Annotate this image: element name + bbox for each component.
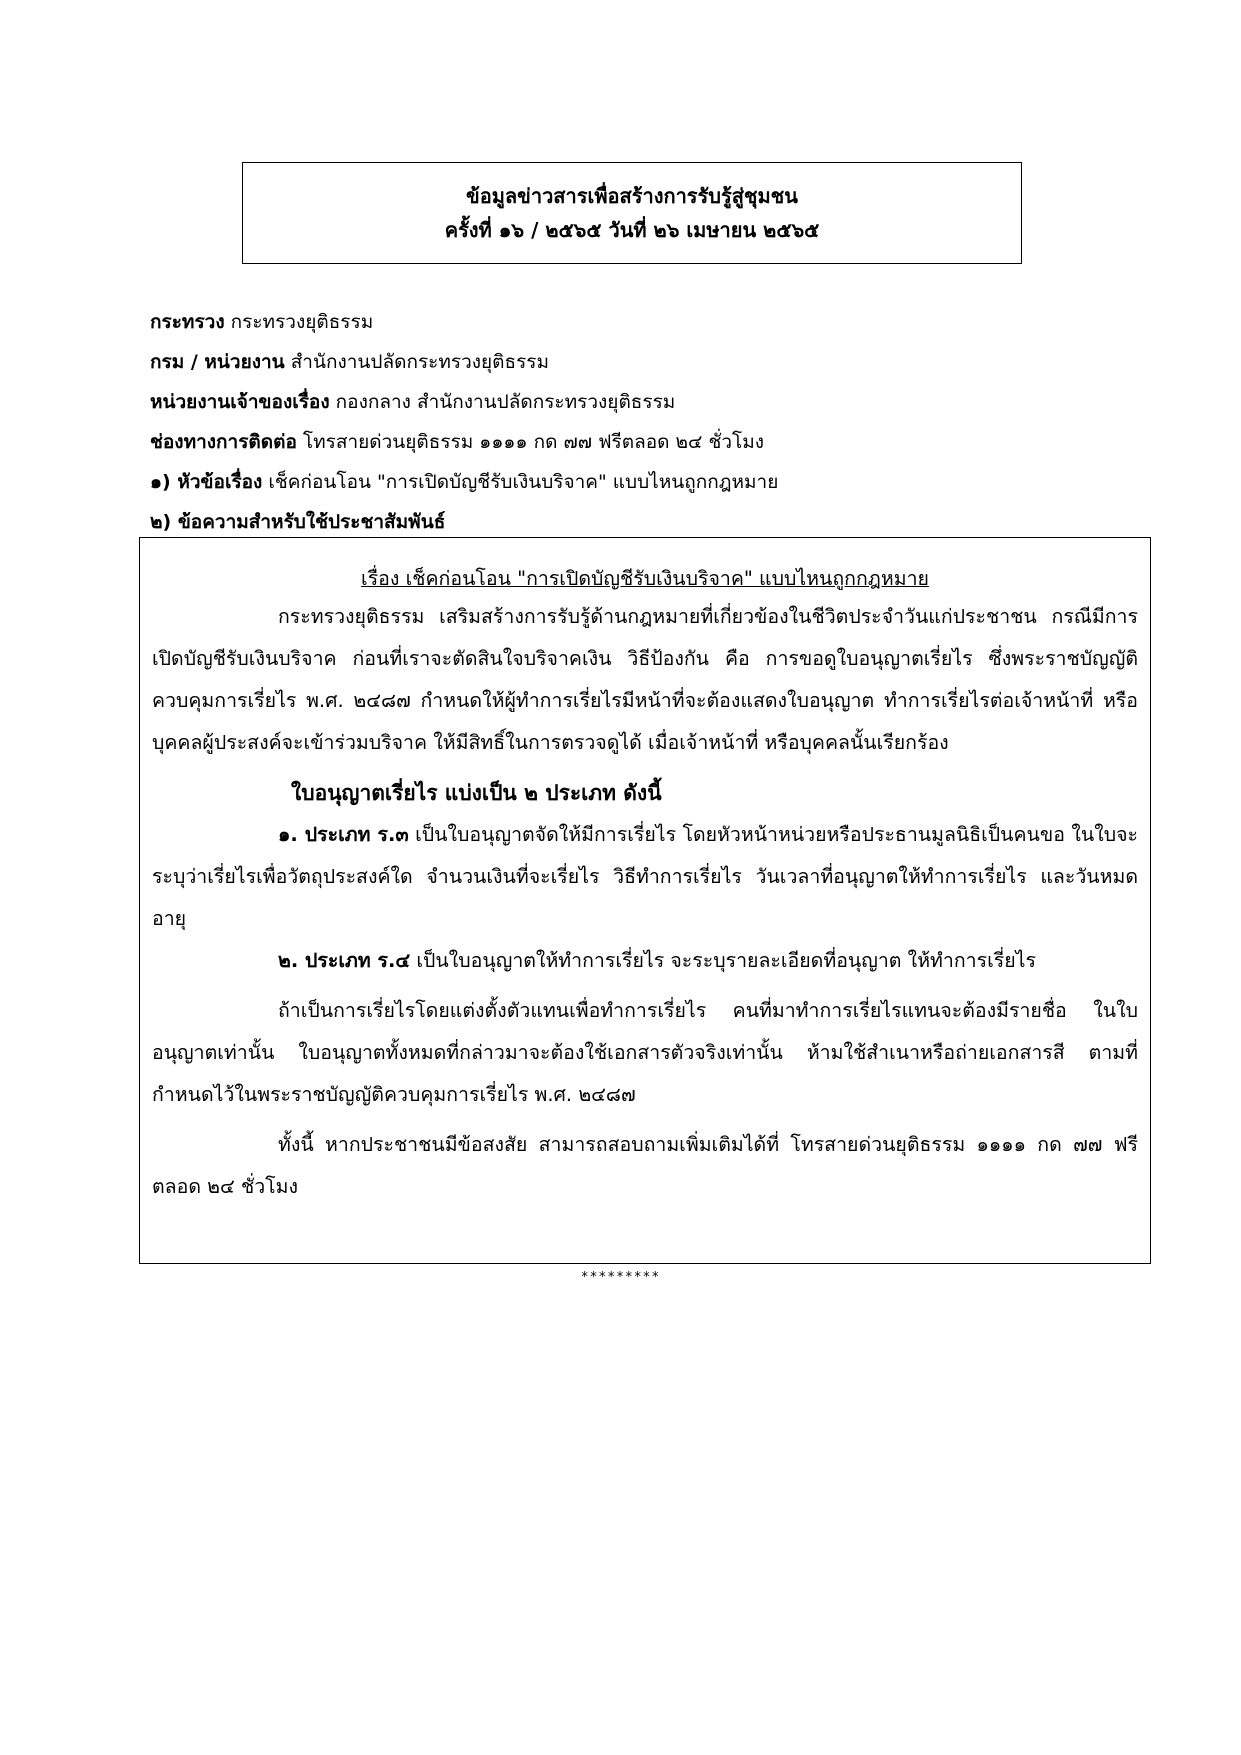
meta-ministry-value: กระทรวงยุติธรรม <box>230 311 374 333</box>
meta-section <box>150 302 1110 542</box>
pr-item-2-label: ๒. ประเภท ร.๔ <box>278 949 411 972</box>
header-box <box>242 162 1022 264</box>
meta-topic <box>150 462 1110 502</box>
pr-paragraph-contact: ทั้งนี้ หากประชาชนมีข้อสงสัย สามารถสอบถามเพิ่มเติมได้ที่ โทรสายด่วนยุติธรรม ๑๑๑๑ กด ๗๗ ฟรีตลอด ๒๔ ชั่วโมง <box>152 1133 1138 1198</box>
meta-contact <box>150 422 1110 462</box>
meta-owner-value: กองกลาง สำนักงานปลัดกระทรวงยุติธรรม <box>335 391 676 413</box>
meta-department-value: สำนักงานปลัดกระทรวงยุติธรรม <box>290 351 550 373</box>
meta-owner-label: หน่วยงานเจ้าของเรื่อง <box>150 391 330 413</box>
pr-paragraph-intro: กระทรวงยุติธรรม เสริมสร้างการรับรู้ด้านกฎหมายที่เกี่ยวข้องในชีวิตประจำวันแก่ประชาชน กรณีมีการเปิดบัญชีรับเงินบริจาค ก่อนที่เราจะตัดสินใจบริจาคเงิน วิธีป้องกัน คือ การขอดูใบอนุญาตเรี่ยไร ซึ่งพระราชบัญญัติควบคุมการเรี่ยไร พ.ศ. ๒๔๘๗ กำหนดให้ผู้ทำการเรี่ยไรมีหน้าที่จะต้องแสดงใบอนุญาต ทำการเรี่ยไรต่อเจ้าหน้าที่ หรือบุคคลผู้ประสงค์จะเข้าร่วมบริจาค ให้มีสิทธิ์ในการตรวจดูได้ เมื่อเจ้าหน้าที่ หรือบุคคลนั้นเรียกร้อง <box>152 605 1138 754</box>
pr-item-2-text: เป็นใบอนุญาตให้ทำการเรี่ยไร จะระบุรายละเอียดที่อนุญาต ให้ทำการเรี่ยไร <box>416 949 1036 972</box>
header-title: ข้อมูลข่าวสารเพื่อสร้างการรับรู้สู่ชุมชน <box>466 184 798 208</box>
meta-department-label: กรม / หน่วยงาน <box>150 351 285 373</box>
pr-item-1-label: ๑. ประเภท ร.๓ <box>278 823 409 846</box>
meta-ministry-label: กระทรวง <box>150 311 225 333</box>
end-marker: ********* <box>580 1270 661 1285</box>
pr-item-1-text: เป็นใบอนุญาตจัดให้มีการเรี่ยไร โดยหัวหน้าหน่วยหรือประธานมูลนิธิเป็นคนขอ ในใบจะระบุว่าเรี่ยไรเพื่อวัตถุประสงค์ใด จำนวนเงินที่จะเรี่ยไร วิธีทำการเรี่ยไร วันเวลาที่อนุญาตให้ทำการเรี่ยไร และวันหมดอายุ <box>152 823 1138 930</box>
meta-topic-value: เช็คก่อนโอน "การเปิดบัญชีรับเงินบริจาค" แบบไหนถูกกฎหมาย <box>268 471 779 493</box>
meta-contact-value: โทรสายด่วนยุติธรรม ๑๑๑๑ กด ๗๗ ฟรีตลอด ๒๔ ชั่วโมง <box>302 431 765 453</box>
pr-item-2 <box>152 940 1138 982</box>
pr-title: เรื่อง เช็คก่อนโอน "การเปิดบัญชีรับเงินบริจาค" แบบไหนถูกกฎหมาย <box>361 567 929 590</box>
meta-pr-label: ๒) ข้อความสำหรับใช้ประชาสัมพันธ์ <box>150 511 446 533</box>
header-issue-date: ครั้งที่ ๑๖ / ๒๕๖๕ วันที่ ๒๖ เมษายน ๒๕๖๕ <box>444 218 820 242</box>
meta-owner <box>150 382 1110 422</box>
pr-subheading: ใบอนุญาตเรี่ยไร แบ่งเป็น ๒ ประเภท ดังนี้ <box>291 781 662 805</box>
meta-department <box>150 342 1110 382</box>
meta-contact-label: ช่องทางการติดต่อ <box>150 431 297 453</box>
meta-pr <box>150 502 1110 542</box>
pr-item-1 <box>152 814 1138 940</box>
meta-ministry <box>150 302 1110 342</box>
meta-topic-label: ๑) หัวข้อเรื่อง <box>150 471 263 493</box>
pr-paragraph-agents: ถ้าเป็นการเรี่ยไรโดยแต่งตั้งตัวแทนเพื่อทำการเรี่ยไร คนที่มาทำการเรี่ยไรแทนจะต้องมีรายชื่อ ในใบอนุญาตเท่านั้น ใบอนุญาตทั้งหมดที่กล่าวมาจะต้องใช้เอกสารตัวจริงเท่านั้น ห้ามใช้สำเนาหรือถ่ายเอกสารสี ตามที่กำหนดไว้ในพระราชบัญญัติควบคุมการเรี่ยไร พ.ศ. ๒๔๘๗ <box>152 999 1138 1106</box>
pr-content-box <box>139 537 1151 1264</box>
